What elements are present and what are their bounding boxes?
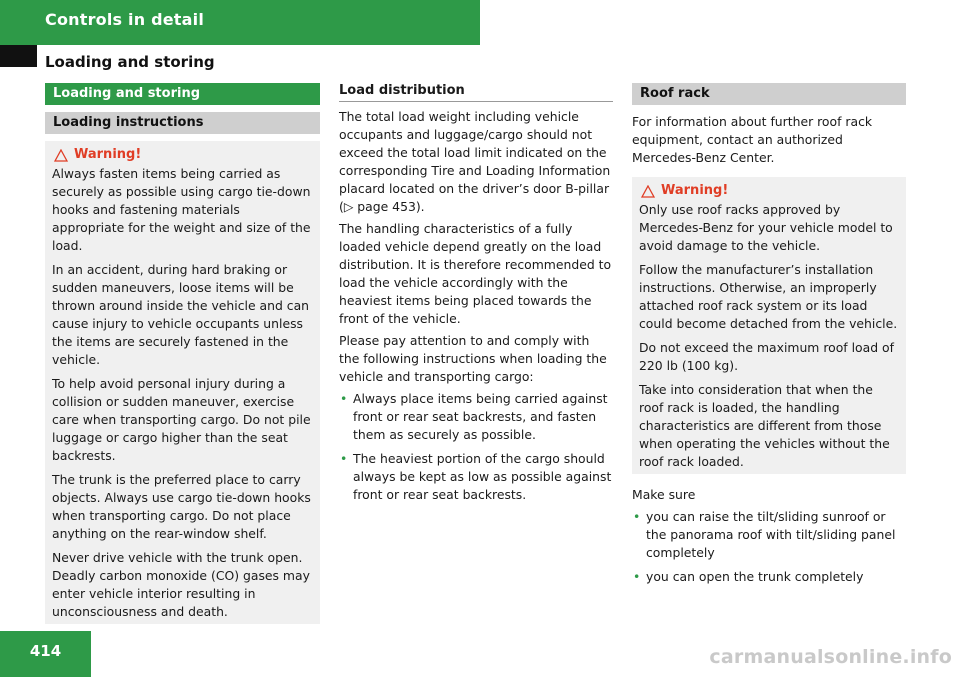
chapter-title: Controls in detail <box>45 10 204 29</box>
warning-header <box>639 181 900 201</box>
instruction-list <box>339 390 613 504</box>
warning-paragraph: Only use roof racks approved by Mercedes-Benz for your vehicle model to avoid damage to the vehicle. <box>639 202 893 253</box>
warning-paragraph: The trunk is the preferred place to carry objects. Always use cargo tie-down hooks when transporting cargo. Do not place anything on the rear-window shelf. <box>52 472 311 541</box>
subsection-bar-loading-instructions: Loading instructions <box>45 112 320 134</box>
make-sure-section <box>632 486 906 586</box>
load-distribution-text <box>339 108 613 504</box>
warning-paragraph: To help avoid personal injury during a collision or sudden maneuver, exercise care when transporting cargo. Do not pile luggage or cargo higher than the seat backrests. <box>52 376 311 463</box>
heading-load-distribution: Load distribution <box>339 83 613 102</box>
watermark: carmanualsonline.info <box>709 646 952 668</box>
section-title: Loading and storing <box>45 53 215 71</box>
list-item: • The heaviest portion of the cargo should always be kept as low as possible against front or rear seat backrests. <box>340 451 612 502</box>
subsection-bar-roof-rack: Roof rack <box>632 83 906 105</box>
bullet-dot-icon: • <box>340 391 348 406</box>
chapter-band <box>0 0 480 45</box>
bullet-dot-icon: • <box>633 509 641 524</box>
middle-column <box>339 83 613 510</box>
warning-box-loading <box>45 141 320 624</box>
warning-triangle-icon <box>54 149 68 162</box>
warning-box-roof-rack <box>632 177 906 474</box>
right-column <box>632 83 906 592</box>
body-paragraph: The total load weight including vehicle occupants and luggage/cargo should not exceed the total load limit indicated on the corresponding Tire and Loading Information placard located on the driver’s door B-pillar (▷ page 453). <box>339 109 611 214</box>
body-paragraph: Please pay attention to and comply with the following instructions when loading the vehicle and transporting cargo: <box>339 333 607 384</box>
warning-title: Warning! <box>74 147 142 162</box>
warning-paragraph: Take into consideration that when the roof rack is loaded, the handling characteristics are different from those when operating the vehicles without the roof rack loaded. <box>639 382 890 469</box>
body-paragraph: The handling characteristics of a fully loaded vehicle depend greatly on the load distribution. It is therefore recommended to load the vehicle accordingly with the heaviest items being placed towards the front of the vehicle. <box>339 221 612 326</box>
section-marker <box>0 45 37 67</box>
left-column <box>45 83 320 624</box>
page-number: 414 <box>0 631 91 677</box>
warning-header <box>52 145 314 165</box>
make-sure-label: Make sure <box>632 487 696 502</box>
list-item: • you can raise the tilt/sliding sunroof or the panorama roof with tilt/sliding panel completely <box>633 509 896 560</box>
warning-paragraph: Always fasten items being carried as securely as possible using cargo tie-down hooks and fastening materials appropriate for the weight and size of the load. <box>52 166 311 253</box>
make-sure-list <box>632 508 906 586</box>
bullet-dot-icon: • <box>340 451 348 466</box>
warning-paragraph: Follow the manufacturer’s installation instructions. Otherwise, an improperly attached roof rack system or its load could become detached from the vehicle. <box>639 262 898 331</box>
warning-paragraph: In an accident, during hard braking or sudden maneuvers, loose items will be thrown around inside the vehicle and can cause injury to vehicle occupants unless the items are securely fastened in the vehicle. <box>52 262 310 367</box>
warning-triangle-icon <box>641 185 655 198</box>
body-paragraph: For information about further roof rack equipment, contact an authorized Mercedes-Benz Center. <box>632 114 873 165</box>
section-bar-loading-storing: Loading and storing <box>45 83 320 105</box>
list-item: • Always place items being carried against front or rear seat backrests, and fasten them as securely as possible. <box>340 391 608 442</box>
list-item: • you can open the trunk completely <box>633 569 864 584</box>
roof-rack-intro <box>632 113 906 167</box>
bullet-dot-icon: • <box>633 569 641 584</box>
warning-paragraph: Never drive vehicle with the trunk open. Deadly carbon monoxide (CO) gases may enter vehicle interior resulting in unconsciousness and death. <box>52 550 310 619</box>
warning-title: Warning! <box>661 183 729 198</box>
warning-paragraph: Do not exceed the maximum roof load of 220 lb (100 kg). <box>639 340 894 373</box>
